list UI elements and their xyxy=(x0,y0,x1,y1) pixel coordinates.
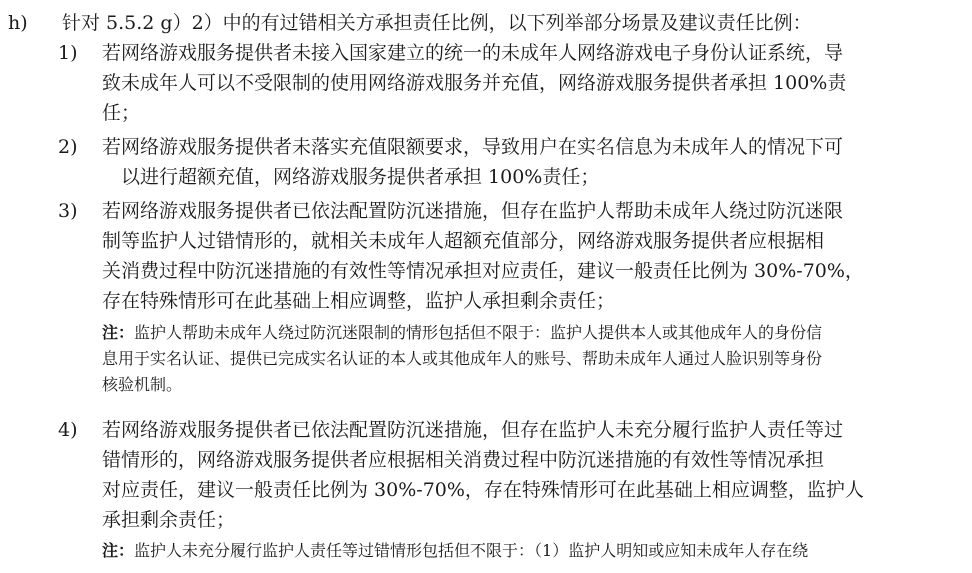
text-line: 制等监护人过错情形的，就相关未成年人超额充值部分，网络游戏服务提供者应根据相 xyxy=(102,230,825,252)
section-intro: 针对 5.5.2 g）2）中的有过错相关方承担责任比例，以下列举部分场景及建议责任比例： xyxy=(62,12,812,34)
text-line: 致未成年人可以不受限制的使用网络游戏服务并充值，网络游戏服务提供者承担 100%责 xyxy=(102,72,847,94)
text-line: 错情形的，网络游戏服务提供者应根据相关消费过程中防沉迷措施的有效性等情况承担 xyxy=(102,449,825,471)
text-line: 若网络游戏服务提供者已依法配置防沉迷措施，但存在监护人帮助未成年人绕过防沉迷限 xyxy=(102,200,844,222)
note-line: 核验机制。 xyxy=(102,375,183,394)
item-number: 4) xyxy=(58,419,78,441)
note-line: 监护人未充分履行监护人责任等过错情形包括但不限于：（1）监护人明知或应知未成年人存在绕 xyxy=(134,541,809,560)
item-number: 3) xyxy=(58,200,78,222)
note-line: 监护人帮助未成年人绕过防沉迷限制的情形包括但不限于：监护人提供本人或其他成年人的身份信 xyxy=(134,323,823,342)
note-block xyxy=(102,320,952,398)
text-line: 关消费过程中防沉迷措施的有效性等情况承担对应责任，建议一般责任比例为 30%-70%， xyxy=(102,260,864,282)
item-text xyxy=(102,196,952,316)
text-line: 以进行超额充值，网络游戏服务提供者承担 100%责任； xyxy=(121,166,600,188)
item-number: 1) xyxy=(58,42,78,64)
text-line: 对应责任，建议一般责任比例为 30%-70%，存在特殊情形可在此基础上相应调整，监护人 xyxy=(102,479,864,501)
text-line: 若网络游戏服务提供者未接入国家建立的统一的未成年人网络游戏电子身份认证系统，导 xyxy=(102,42,844,64)
text-line: 若网络游戏服务提供者未落实充值限额要求，导致用户在实名信息为未成年人的情况下可 xyxy=(102,136,844,158)
note-label: 注： xyxy=(102,541,135,560)
item-text xyxy=(102,415,952,535)
text-line: 承担剩余责任； xyxy=(102,509,236,531)
item-number: 2) xyxy=(58,136,78,158)
note-line: 息用于实名认证、提供已完成实名认证的本人或其他成年人的账号、帮助未成年人通过人脸识别等身份 xyxy=(102,349,823,368)
text-line: 存在特殊情形可在此基础上相应调整，监护人承担剩余责任； xyxy=(102,290,616,312)
section-label: h) xyxy=(8,12,28,34)
item-text xyxy=(102,38,952,128)
note-block xyxy=(102,538,952,564)
note-label: 注： xyxy=(102,323,135,342)
item-text xyxy=(102,132,952,192)
text-line: 任； xyxy=(102,102,141,124)
text-line: 若网络游戏服务提供者已依法配置防沉迷措施，但存在监护人未充分履行监护人责任等过 xyxy=(102,419,844,441)
